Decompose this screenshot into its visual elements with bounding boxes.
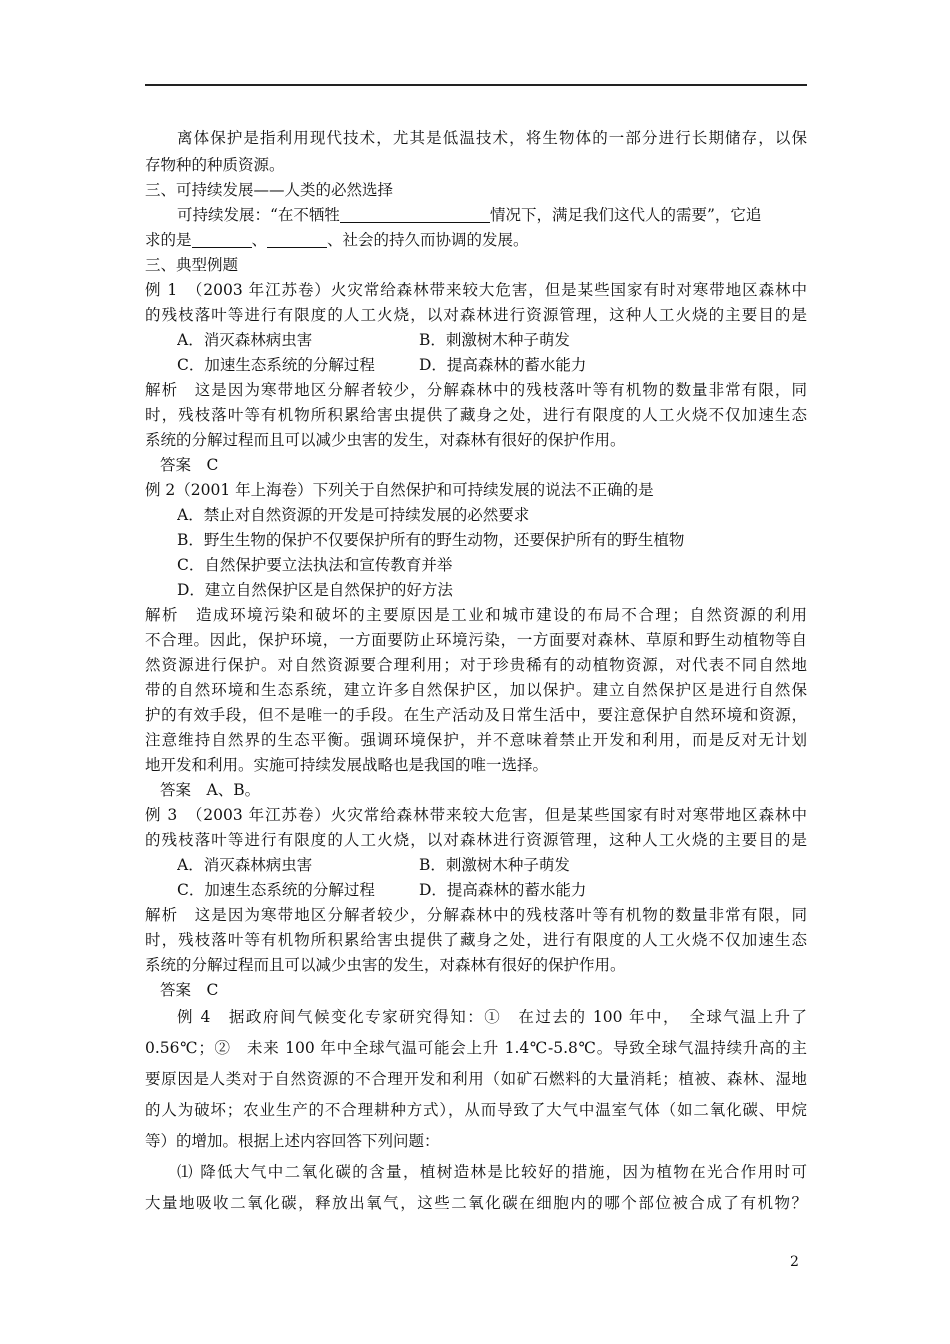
explanation-line: 系统的分解过程而且可以减少虫害的发生，对森林有很好的保护作用。 — [145, 431, 626, 449]
sub-question-line: ⑴ 降低大气中二氧化碳的含量，植树造林是比较好的措施，因为植物在光合作用时可 — [177, 1163, 807, 1181]
question-line: 例 2（2001 年上海卷）下列关于自然保护和可持续发展的说法不正确的是 — [145, 481, 654, 499]
answer-blank[interactable] — [267, 231, 327, 248]
answer-line: 答案 C — [160, 981, 219, 999]
fill-in-line — [177, 204, 807, 226]
page-number: 2 — [790, 1254, 799, 1270]
options-row — [177, 854, 807, 876]
question-line: 的人为破坏；农业生产的不合理耕种方式），从而导致了大气中温室气体（如二氧化碳、甲烷 — [145, 1101, 807, 1119]
option-b: B．刺激树木种子萌发 — [419, 856, 570, 874]
explanation-line: 带的自然环境和生态系统，建立许多自然保护区，加以保护。建立自然保护区是进行自然保 — [145, 681, 807, 699]
paragraph-line: 存物种的种质资源。 — [145, 156, 285, 174]
question-line: 例 1 （2003 年江苏卷）火灾常给森林带来较大危害，但是某些国家有时对寒带地区森林中 — [145, 281, 807, 299]
explanation-line: 解析 这是因为寒带地区分解者较少，分解森林中的残枝落叶等有机物的数量非常有限，同 — [145, 381, 807, 399]
option-d: D．提高森林的蓄水能力 — [419, 356, 587, 374]
explanation-line: 不合理。因此，保护环境，一方面要防止环境污染，一方面要对森林、草原和野生动植物等自 — [145, 631, 807, 649]
option-c: C．加速生态系统的分解过程 — [177, 356, 375, 374]
header-rule — [145, 84, 807, 86]
explanation-line: 地开发和利用。实施可持续发展战略也是我国的唯一选择。 — [145, 756, 549, 774]
explanation-line: 注意维持自然界的生态平衡。强调环境保护，并不意味着禁止开发和利用，而是反对无计划 — [145, 731, 807, 749]
text-fragment: 、 — [251, 231, 268, 249]
question-line: 例 4 据政府间气候变化专家研究得知：① 在过去的 100 年中， 全球气温上升了 — [177, 1008, 807, 1026]
option-b: B．野生生物的保护不仅要保护所有的野生动物，还要保护所有的野生植物 — [177, 531, 685, 549]
options-row — [177, 354, 807, 376]
text-fragment: 可持续发展：“在不牺牲 — [177, 206, 340, 224]
option-a: A．消灭森林病虫害 — [177, 331, 313, 349]
option-d: D．建立自然保护区是自然保护的好方法 — [177, 581, 453, 599]
options-row — [177, 329, 807, 351]
explanation-line: 时，残枝落叶等有机物所积累给害虫提供了藏身之处，进行有限度的人工火烧不仅加速生态 — [145, 931, 807, 949]
question-line: 0.56℃；② 未来 100 年中全球气温可能会上升 1.4℃-5.8℃。导致全球气温持续升高的主 — [145, 1039, 807, 1057]
text-fragment: 求的是 — [145, 231, 192, 249]
explanation-line: 系统的分解过程而且可以减少虫害的发生，对森林有很好的保护作用。 — [145, 956, 626, 974]
text-fragment: 情况下，满足我们这代人的需要”，它追 — [489, 206, 762, 224]
option-b: B．刺激树木种子萌发 — [419, 331, 570, 349]
option-c: C．加速生态系统的分解过程 — [177, 881, 375, 899]
explanation-line: 护的有效手段，但不是唯一的手段。在生产活动及日常生活中，要注意保护自然环境和资源， — [145, 706, 807, 724]
option-a: A．消灭森林病虫害 — [177, 856, 313, 874]
fill-in-line — [145, 229, 807, 251]
explanation-line: 解析 这是因为寒带地区分解者较少，分解森林中的残枝落叶等有机物的数量非常有限，同 — [145, 906, 807, 924]
explanation-line: 然资源进行保护。对自然资源要合理利用；对于珍贵稀有的动植物资源，对代表不同自然地 — [145, 656, 807, 674]
option-a: A．禁止对自然资源的开发是可持续发展的必然要求 — [177, 506, 530, 524]
answer-blank[interactable] — [340, 206, 490, 223]
question-line: 的残枝落叶等进行有限度的人工火烧，以对森林进行资源管理，这种人工火烧的主要目的是 — [145, 831, 807, 849]
question-line: 例 3 （2003 年江苏卷）火灾常给森林带来较大危害，但是某些国家有时对寒带地区森林中 — [145, 806, 807, 824]
section-heading: 三、可持续发展——人类的必然选择 — [145, 181, 394, 199]
option-c: C．自然保护要立法执法和宣传教育并举 — [177, 556, 453, 574]
explanation-line: 时，残枝落叶等有机物所积累给害虫提供了藏身之处，进行有限度的人工火烧不仅加速生态 — [145, 406, 807, 424]
options-row — [177, 879, 807, 901]
paragraph-line: 离体保护是指利用现代技术，尤其是低温技术，将生物体的一部分进行长期储存，以保 — [177, 129, 807, 147]
answer-line: 答案 C — [160, 456, 219, 474]
answer-blank[interactable] — [192, 231, 252, 248]
question-line: 要原因是人类对于自然资源的不合理开发和利用（如矿石燃料的大量消耗；植被、森林、湿地 — [145, 1070, 807, 1088]
question-line: 等）的增加。根据上述内容回答下列问题： — [145, 1132, 440, 1150]
answer-line: 答案 A、B。 — [160, 781, 261, 799]
sub-question-line: 大量地吸收二氧化碳，释放出氧气，这些二氧化碳在细胞内的哪个部位被合成了有机物？ — [145, 1194, 807, 1212]
option-d: D．提高森林的蓄水能力 — [419, 881, 587, 899]
text-fragment: 、社会的持久而协调的发展。 — [327, 231, 529, 249]
section-heading: 三、典型例题 — [145, 256, 239, 274]
explanation-line: 解析 造成环境污染和破坏的主要原因是工业和城市建设的布局不合理；自然资源的利用 — [145, 606, 807, 624]
question-line: 的残枝落叶等进行有限度的人工火烧，以对森林进行资源管理，这种人工火烧的主要目的是 — [145, 306, 807, 324]
